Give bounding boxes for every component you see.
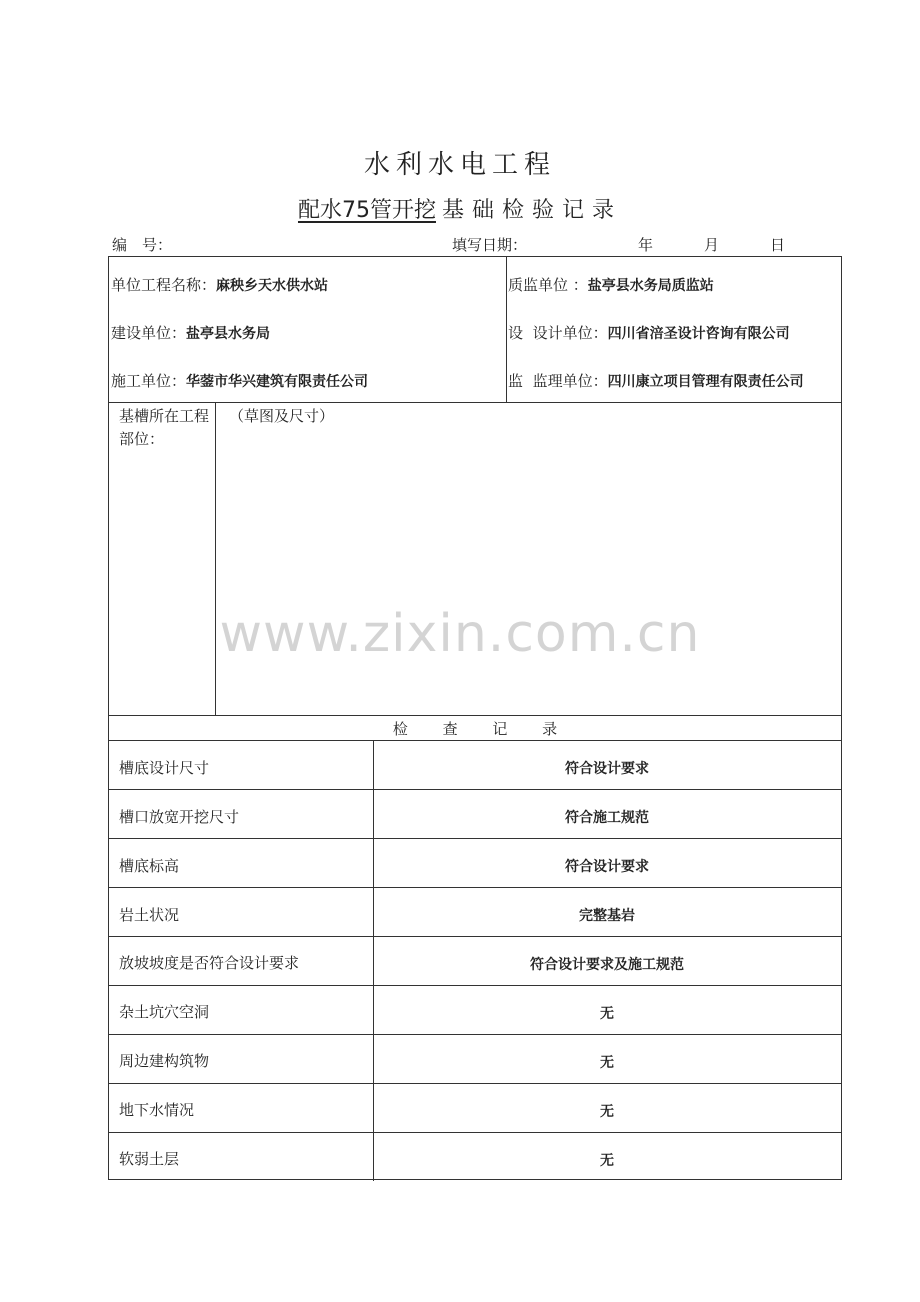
month-label: 月 xyxy=(704,236,720,254)
subtitle-project: 配水75管开挖 xyxy=(297,198,436,223)
design-label: 设计单位： xyxy=(532,324,608,342)
owner-field xyxy=(111,322,270,343)
location-divider xyxy=(215,402,216,715)
row-line xyxy=(109,936,841,937)
row-line xyxy=(109,985,841,986)
sketch-label: （草图及尺寸） xyxy=(229,407,335,425)
number-label: 编 号： xyxy=(112,236,173,254)
design-value: 四川省涪圣设计咨询有限公司 xyxy=(607,326,790,342)
row-line xyxy=(109,838,841,839)
owner-value: 盐亭县水务局 xyxy=(186,326,271,342)
unit-project-label: 单位工程名称： xyxy=(111,276,217,294)
check-item: 杂土坑穴空洞 xyxy=(119,1003,210,1021)
check-item: 岩土状况 xyxy=(119,906,180,924)
check-result: 无 xyxy=(600,1006,614,1022)
check-result: 符合设计要求 xyxy=(565,761,649,777)
check-result: 无 xyxy=(600,1153,614,1169)
check-item: 软弱土层 xyxy=(119,1150,180,1168)
check-item: 地下水情况 xyxy=(119,1101,195,1119)
info-divider xyxy=(506,257,507,402)
row-line xyxy=(109,1034,841,1035)
design-prefix: 设 xyxy=(508,324,524,342)
date-label: 填写日期： xyxy=(452,236,528,254)
document-title: 水利水电工程 xyxy=(363,150,556,180)
quality-unit-value: 盐亭县水务局质监站 xyxy=(587,278,714,294)
supervision-value: 四川康立项目管理有限责任公司 xyxy=(607,374,804,390)
location-label: 基槽所在工程部位： xyxy=(119,407,210,448)
check-heading-line xyxy=(109,740,841,741)
row-line xyxy=(109,789,841,790)
row-line xyxy=(109,1132,841,1133)
check-result: 符合设计要求 xyxy=(565,859,649,875)
year-label: 年 xyxy=(638,236,654,254)
info-bottom-line xyxy=(109,402,841,403)
inspection-form xyxy=(108,256,842,1180)
quality-unit-label: 质监单位 ： xyxy=(508,276,588,294)
construction-value: 华蓥市华兴建筑有限责任公司 xyxy=(186,374,369,390)
owner-label: 建设单位： xyxy=(111,324,187,342)
quality-unit-field xyxy=(508,274,714,295)
check-item: 槽口放宽开挖尺寸 xyxy=(119,808,240,826)
check-item: 周边建构筑物 xyxy=(119,1052,210,1070)
row-line xyxy=(109,1083,841,1084)
check-result: 符合设计要求及施工规范 xyxy=(530,957,684,973)
day-label: 日 xyxy=(770,236,786,254)
check-item: 槽底标高 xyxy=(119,857,180,875)
check-result: 无 xyxy=(600,1104,614,1120)
construction-field xyxy=(111,370,368,391)
document-subtitle xyxy=(0,193,920,224)
check-result: 无 xyxy=(600,1055,614,1071)
check-result: 符合施工规范 xyxy=(565,810,649,826)
check-item: 放坡坡度是否符合设计要求 xyxy=(119,954,300,972)
watermark: www.zixin.com.cn xyxy=(219,604,701,664)
supervision-label: 监理单位： xyxy=(532,372,608,390)
subtitle-record: 基础检验记录 xyxy=(441,198,622,223)
construction-label: 施工单位： xyxy=(111,372,187,390)
sketch-bottom-line xyxy=(109,715,841,716)
check-item: 槽底设计尺寸 xyxy=(119,759,210,777)
unit-project-field xyxy=(111,274,328,295)
check-heading: 检 查 记 录 xyxy=(392,720,558,738)
supervision-prefix: 监 xyxy=(508,372,524,390)
supervision-field xyxy=(508,370,804,391)
check-result: 完整基岩 xyxy=(579,908,635,924)
unit-project-value: 麻秧乡天水供水站 xyxy=(216,278,329,294)
design-field xyxy=(508,322,790,343)
row-line xyxy=(109,887,841,888)
